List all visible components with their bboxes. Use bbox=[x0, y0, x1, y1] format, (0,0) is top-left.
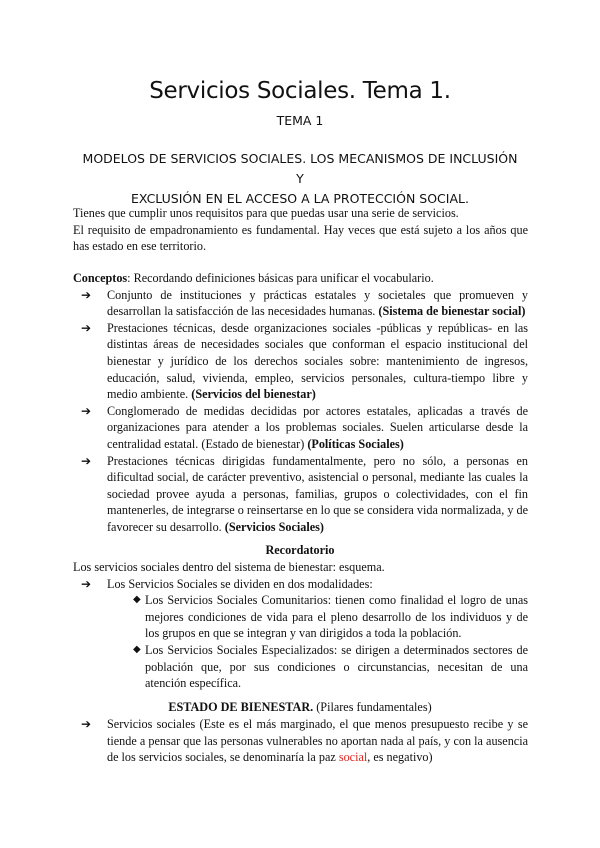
recordatorio-intro: Los servicios sociales dentro del sistema de bienestar: esquema. bbox=[73, 560, 385, 574]
intro-line-1: Tienes que cumplir unos requisitos para que puedas usar una serie de servicios. bbox=[73, 206, 459, 220]
recordatorio-sublist bbox=[73, 592, 528, 692]
arrow-icon: ➔ bbox=[81, 287, 92, 302]
conceptos-intro bbox=[73, 270, 528, 287]
subtitle-line-2: EXCLUSIÓN EN EL ACCESO A LA PROTECCIÓN SOCIAL. bbox=[131, 191, 469, 206]
item-text: Conjunto de instituciones y prácticas estatales y societales que promueven y desarrollan la satisfacción de las necesidades humanas. bbox=[107, 287, 528, 319]
arrow-icon: ➔ bbox=[81, 576, 92, 591]
estado-heading-bold: ESTADO DE BIENESTAR. bbox=[168, 700, 314, 714]
subitem-text: Los Servicios Sociales Comunitarios: tienen como finalidad el logro de unas mejores condiciones de vida para el pleno desarrollo de los individuos y de los grupos en que se integran y van dirigidos a toda la población. bbox=[145, 593, 528, 641]
diamond-bullet-icon: ◆ bbox=[133, 594, 141, 606]
subtitle-line-1: MODELOS DE SERVICIOS SOCIALES. LOS MECANISMOS DE INCLUSIÓN Y bbox=[82, 151, 518, 186]
list-item bbox=[73, 287, 528, 320]
estado-list bbox=[73, 716, 528, 766]
tema-label: TEMA 1 bbox=[276, 113, 324, 128]
conceptos-list bbox=[73, 287, 528, 536]
intro-line-2: El requisito de empadronamiento es fundamental. Hay veces que está sujeto a los años que has estado en ese territorio. bbox=[73, 222, 528, 254]
list-item bbox=[73, 716, 528, 766]
conceptos-label: Conceptos bbox=[73, 271, 128, 285]
item-text: Servicios sociales (Este es el más marginado, el que menos presupuesto recibe y se tiende a pensar que las personas vulnerables no aportan nada al país, y con la ausencia de los servicios sociales, se denominaría la paz bbox=[107, 717, 528, 765]
list-item bbox=[73, 453, 528, 536]
item-tag: (Servicios Sociales) bbox=[224, 519, 324, 534]
sub-list-item bbox=[73, 642, 528, 692]
item-text: Los Servicios Sociales se dividen en dos modalidades: bbox=[107, 576, 373, 591]
item-text: Prestaciones técnicas, desde organizaciones sociales -públicas y repúblicas- en las distintas áreas de necesidades sociales que conforman el espacio institucional del bienestar y jurídico de los derechos sociales sobre: mantenimiento de ingresos, educación, salud, vivienda, empleo, servicios personales, cultura-tiempo libre y medio ambiente. bbox=[107, 320, 528, 402]
section-subtitle bbox=[78, 149, 522, 209]
arrow-icon: ➔ bbox=[81, 453, 92, 468]
estado-section bbox=[73, 716, 528, 766]
recordatorio-section bbox=[73, 559, 528, 692]
sub-list-item bbox=[73, 592, 528, 642]
diamond-bullet-icon: ◆ bbox=[133, 643, 141, 655]
item-text-end: , es negativo) bbox=[367, 750, 433, 765]
recordatorio-list bbox=[73, 576, 528, 593]
list-item bbox=[73, 320, 528, 403]
conceptos-section bbox=[73, 270, 528, 536]
conceptos-text: : Recordando definiciones básicas para unificar el vocabulario. bbox=[127, 271, 434, 285]
arrow-icon: ➔ bbox=[81, 717, 92, 731]
intro-paragraph bbox=[73, 205, 528, 255]
arrow-icon: ➔ bbox=[81, 320, 92, 335]
arrow-icon: ➔ bbox=[81, 403, 92, 418]
item-tag: (Servicios del bienestar) bbox=[191, 387, 316, 402]
item-text: Prestaciones técnicas dirigidas fundamentalmente, pero no sólo, a personas en dificultad social, de carácter preventivo, asistencial o personal, mediante las cuales la sociedad provee ayuda a personas, familias, grupos o colectividades, con el fin mantenerles, de integrarse o reinsertarse en lo que se considera vida normalizada, y de favorecer su desarrollo. bbox=[107, 453, 528, 534]
item-tag: (Sistema de bienestar social) bbox=[378, 304, 526, 319]
list-item bbox=[73, 403, 528, 453]
item-text: Conglomerado de medidas decididas por actores estatales, aplicadas a través de organizaciones para atender a los problemas sociales. Suelen articularse desde la centralidad estatal. (Estado de bienestar) bbox=[107, 403, 528, 451]
subitem-text: Los Servicios Sociales Especializados: se dirigen a determinados sectores de población que, por sus condiciones o circunstancias, necesitan de una atención específica. bbox=[145, 642, 528, 691]
item-tag: (Políticas Sociales) bbox=[307, 436, 404, 451]
highlighted-word: social bbox=[338, 750, 368, 765]
list-item bbox=[73, 576, 528, 593]
recordatorio-heading: Recordatorio bbox=[265, 543, 335, 557]
estado-heading-rest: (Pilares fundamentales) bbox=[313, 700, 432, 714]
document-title: Servicios Sociales. Tema 1. bbox=[149, 78, 451, 104]
estado-heading bbox=[0, 700, 600, 715]
